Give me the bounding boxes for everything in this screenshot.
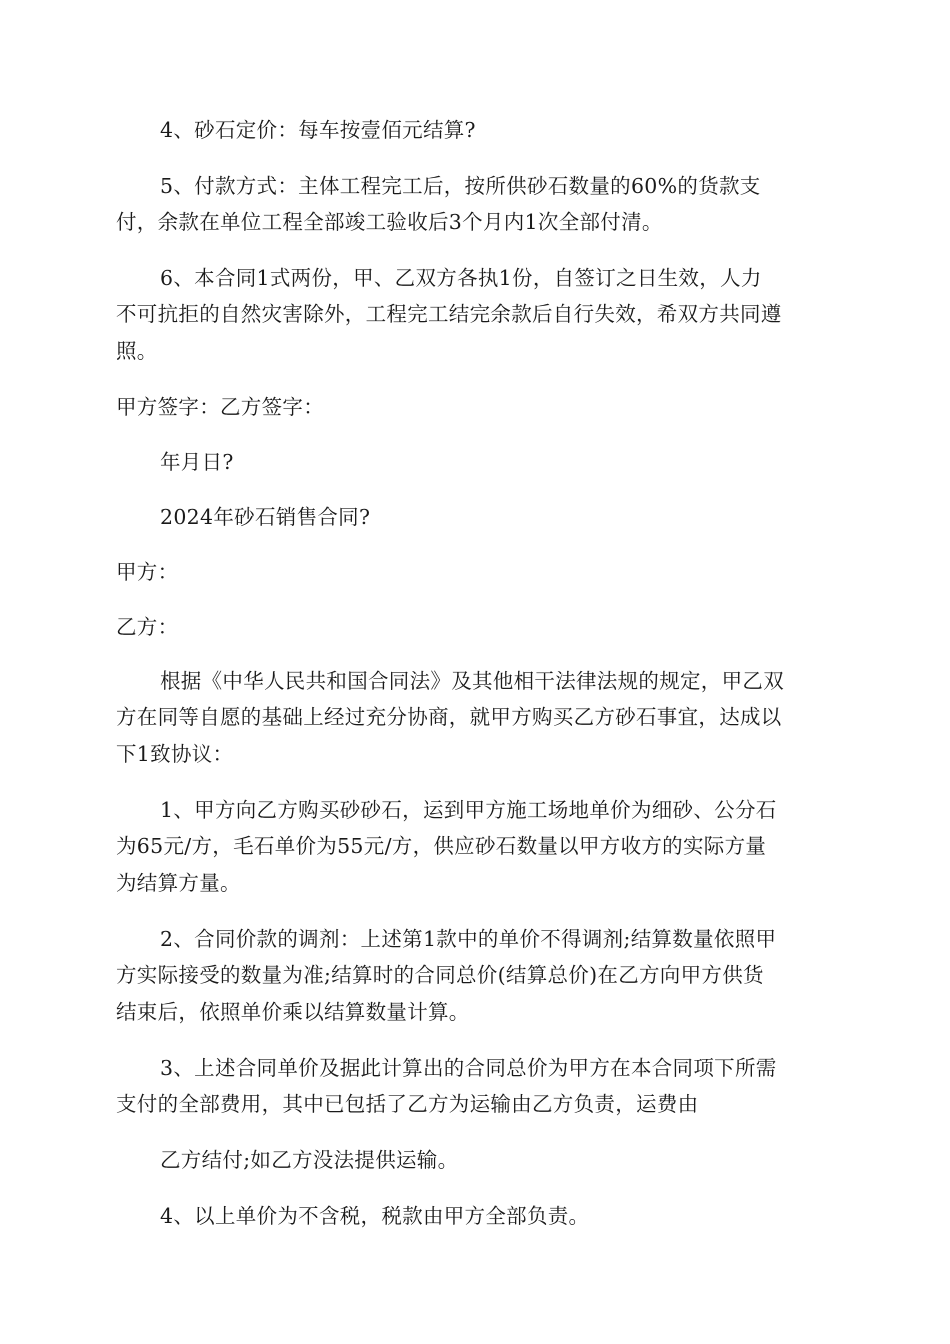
signature-line: 甲方签字：乙方签字： [116,395,324,419]
clause-1-line-2: 为65元/方，毛石单价为55元/方，供应砂石数量以甲方收方的实际方量 [116,834,767,858]
clause-3-line-2: 支付的全部费用，其中已包括了乙方为运输由乙方负责，运费由 [116,1092,699,1116]
preamble-line-1: 根据《中华人民共和国合同法》及其他相干法律法规的规定，甲乙双 [160,669,784,693]
clause-5-payment-line-1: 5、付款方式：主体工程完工后，按所供砂石数量的60%的货款支 [160,174,761,198]
clause-1-line-1: 1、甲方向乙方购买砂砂石，运到甲方施工场地单价为细砂、公分石 [160,798,777,822]
clause-2-line-3: 结束后，依照单价乘以结算数量计算。 [116,1000,470,1024]
clause-6-copies-line-2: 不可抗拒的自然灾害除外，工程完工结完余款后自行失效，希双方共同遵 [116,302,782,326]
clause-1-line-3: 为结算方量。 [116,871,241,895]
clause-3-line-1: 3、上述合同单价及据此计算出的合同总价为甲方在本合同项下所需 [160,1056,777,1080]
clause-3-line-3: 乙方结付;如乙方没法提供运输。 [160,1148,459,1172]
clause-5-payment-line-2: 付，余款在单位工程全部竣工验收后3个月内1次全部付清。 [116,210,663,234]
clause-6-copies-line-3: 照。 [116,339,158,363]
contract-title: 2024年砂石销售合同? [160,505,371,529]
clause-4-tax: 4、以上单价为不含税，税款由甲方全部负责。 [160,1204,590,1228]
party-b: 乙方： [116,615,179,639]
clause-2-line-1: 2、合同价款的调剂：上述第1款中的单价不得调剂;结算数量依照甲 [160,927,777,951]
clause-6-copies-line-1: 6、本合同1式两份，甲、乙双方各执1份，自签订之日生效，人力 [160,266,762,290]
party-a: 甲方： [116,560,179,584]
date-line: 年月日? [160,450,234,474]
preamble-line-3: 下1致协议： [116,742,234,766]
clause-4-pricing: 4、砂石定价：每车按壹佰元结算? [160,118,476,142]
clause-2-line-2: 方实际接受的数量为准;结算时的合同总价(结算总价)在乙方向甲方供货 [116,963,764,987]
preamble-line-2: 方在同等自愿的基础上经过充分协商，就甲方购买乙方砂石事宜，达成以 [116,705,782,729]
